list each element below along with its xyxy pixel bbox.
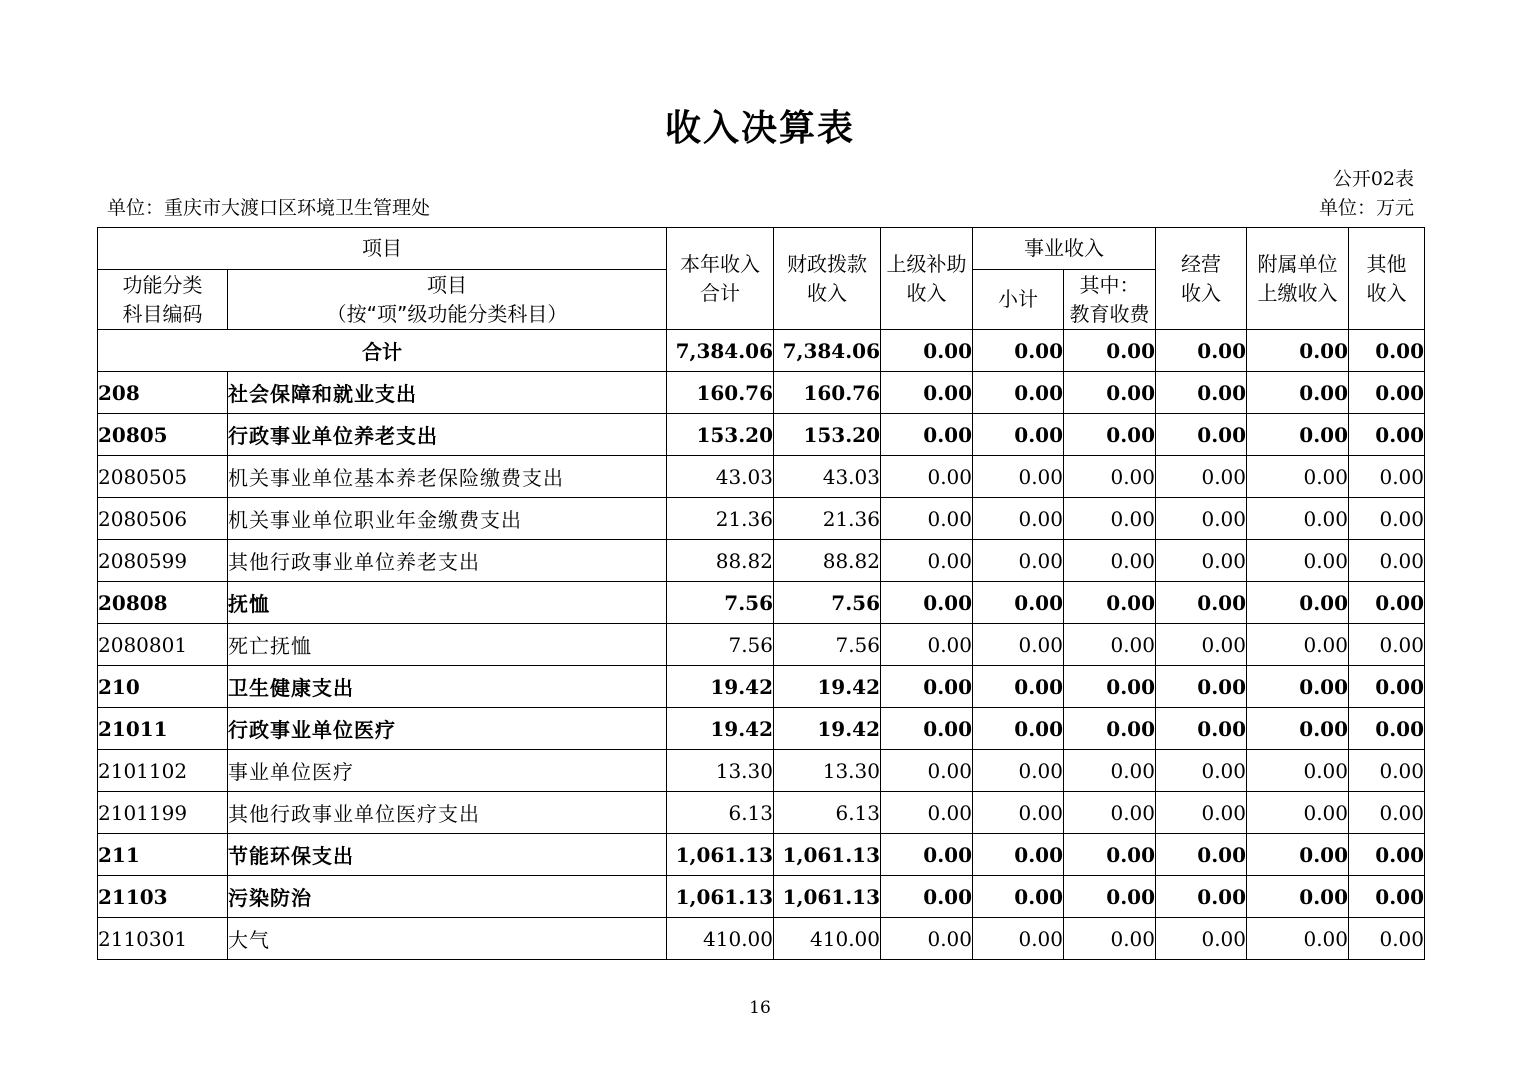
amount-cell: 0.00	[881, 792, 973, 834]
subject-code-cell: 21103	[98, 876, 228, 918]
header-operating-line2: 收入	[1181, 280, 1221, 305]
amount-cell: 0.00	[1247, 414, 1349, 456]
subject-code-cell: 2080599	[98, 540, 228, 582]
amount-cell: 0.00	[973, 414, 1064, 456]
amount-cell: 0.00	[881, 372, 973, 414]
header-fiscal-line1: 财政拨款	[787, 251, 867, 276]
total-row	[98, 330, 1425, 372]
header-edu-fee-line2: 教育收费	[1069, 301, 1150, 326]
amount-cell: 1,061.13	[774, 876, 881, 918]
income-table	[97, 227, 1425, 960]
subject-code-cell: 208	[98, 372, 228, 414]
amount-cell: 0.00	[1349, 876, 1425, 918]
total-cell: 7,384.06	[667, 330, 774, 372]
amount-cell: 0.00	[881, 624, 973, 666]
amount-cell: 0.00	[1156, 372, 1247, 414]
amount-cell: 19.42	[667, 666, 774, 708]
amount-cell: 0.00	[881, 876, 973, 918]
header-superior-line1: 上级补助	[886, 251, 967, 276]
header-edu-fee	[1064, 270, 1156, 330]
header-superior	[881, 228, 973, 330]
amount-cell: 0.00	[1247, 624, 1349, 666]
amount-cell: 1,061.13	[667, 834, 774, 876]
table-row	[98, 540, 1425, 582]
amount-cell: 0.00	[881, 834, 973, 876]
amount-cell: 0.00	[973, 750, 1064, 792]
header-other	[1349, 228, 1425, 330]
amount-cell: 88.82	[667, 540, 774, 582]
amount-cell: 19.42	[774, 708, 881, 750]
amount-cell: 0.00	[1247, 834, 1349, 876]
total-cell: 0.00	[1064, 330, 1156, 372]
amount-cell: 0.00	[1349, 792, 1425, 834]
amount-cell: 7.56	[774, 624, 881, 666]
amount-cell: 0.00	[1247, 372, 1349, 414]
subject-code-cell: 20808	[98, 582, 228, 624]
amount-cell: 0.00	[1064, 834, 1156, 876]
amount-cell: 0.00	[1156, 624, 1247, 666]
header-fiscal	[774, 228, 881, 330]
total-cell: 0.00	[1247, 330, 1349, 372]
amount-cell: 13.30	[667, 750, 774, 792]
subject-name-cell: 节能环保支出	[228, 834, 667, 876]
amount-cell: 0.00	[1247, 750, 1349, 792]
amount-cell: 0.00	[1349, 918, 1425, 960]
amount-cell: 19.42	[667, 708, 774, 750]
amount-cell: 0.00	[1064, 582, 1156, 624]
amount-cell: 153.20	[667, 414, 774, 456]
header-other-line1: 其他	[1366, 251, 1407, 276]
amount-cell: 0.00	[1064, 414, 1156, 456]
amount-cell: 0.00	[1064, 498, 1156, 540]
amount-cell: 0.00	[1156, 708, 1247, 750]
amount-cell: 7.56	[667, 582, 774, 624]
header-func-code-line2: 科目编码	[122, 301, 203, 326]
amount-cell: 0.00	[1247, 876, 1349, 918]
amount-cell: 0.00	[881, 918, 973, 960]
subject-code-cell: 2110301	[98, 918, 228, 960]
total-cell: 0.00	[881, 330, 973, 372]
header-item: 项目	[98, 228, 667, 270]
reporting-unit: 单位：重庆市大渡口区环境卫生管理处	[107, 197, 431, 219]
amount-cell: 0.00	[1156, 876, 1247, 918]
table-row	[98, 876, 1425, 918]
amount-cell: 0.00	[973, 372, 1064, 414]
table-row	[98, 792, 1425, 834]
subject-name-cell: 其他行政事业单位医疗支出	[228, 792, 667, 834]
amount-cell: 43.03	[667, 456, 774, 498]
subject-code-cell: 21011	[98, 708, 228, 750]
subject-code-cell: 20805	[98, 414, 228, 456]
amount-cell: 0.00	[1064, 456, 1156, 498]
amount-cell: 6.13	[774, 792, 881, 834]
subject-code-cell: 210	[98, 666, 228, 708]
header-affiliated-line2: 上缴收入	[1257, 280, 1338, 305]
amount-cell: 0.00	[1064, 666, 1156, 708]
amount-cell: 0.00	[1156, 540, 1247, 582]
amount-cell: 21.36	[774, 498, 881, 540]
amount-cell: 0.00	[1247, 666, 1349, 708]
subject-name-cell: 大气	[228, 918, 667, 960]
header-affiliated-line1: 附属单位	[1257, 251, 1338, 276]
amount-cell: 0.00	[973, 666, 1064, 708]
amount-cell: 0.00	[1064, 792, 1156, 834]
header-total-line2: 合计	[700, 280, 740, 305]
subject-code-cell: 2080801	[98, 624, 228, 666]
amount-cell: 0.00	[881, 540, 973, 582]
header-operating-line1: 经营	[1181, 251, 1221, 276]
amount-cell: 13.30	[774, 750, 881, 792]
header-item-name-line2: （按“项”级功能分类科目）	[326, 301, 568, 326]
amount-cell: 0.00	[973, 456, 1064, 498]
table-row	[98, 834, 1425, 876]
amount-cell: 0.00	[973, 708, 1064, 750]
amount-cell: 0.00	[973, 582, 1064, 624]
subject-name-cell: 事业单位医疗	[228, 750, 667, 792]
currency-unit: 单位：万元	[1318, 197, 1414, 219]
amount-cell: 0.00	[1156, 834, 1247, 876]
amount-cell: 0.00	[1247, 708, 1349, 750]
amount-cell: 0.00	[1064, 624, 1156, 666]
subject-name-cell: 行政事业单位医疗	[228, 708, 667, 750]
amount-cell: 0.00	[1064, 750, 1156, 792]
total-cell: 0.00	[1349, 330, 1425, 372]
header-row-1	[98, 228, 1425, 270]
amount-cell: 0.00	[1064, 708, 1156, 750]
amount-cell: 0.00	[1156, 582, 1247, 624]
subject-name-cell: 抚恤	[228, 582, 667, 624]
amount-cell: 0.00	[1156, 792, 1247, 834]
amount-cell: 0.00	[881, 414, 973, 456]
amount-cell: 0.00	[1156, 414, 1247, 456]
header-item-name-line1: 项目	[427, 272, 467, 297]
total-label: 合计	[98, 330, 667, 372]
subject-name-cell: 行政事业单位养老支出	[228, 414, 667, 456]
amount-cell: 19.42	[774, 666, 881, 708]
amount-cell: 0.00	[1064, 540, 1156, 582]
amount-cell: 7.56	[667, 624, 774, 666]
amount-cell: 0.00	[1156, 666, 1247, 708]
amount-cell: 0.00	[973, 498, 1064, 540]
amount-cell: 0.00	[973, 624, 1064, 666]
subject-code-cell: 2101199	[98, 792, 228, 834]
amount-cell: 0.00	[973, 918, 1064, 960]
amount-cell: 0.00	[881, 456, 973, 498]
amount-cell: 0.00	[881, 498, 973, 540]
amount-cell: 0.00	[1156, 498, 1247, 540]
amount-cell: 0.00	[1247, 498, 1349, 540]
header-fiscal-line2: 收入	[807, 280, 847, 305]
amount-cell: 0.00	[1247, 456, 1349, 498]
total-cell: 0.00	[1156, 330, 1247, 372]
amount-cell: 0.00	[1349, 372, 1425, 414]
amount-cell: 410.00	[774, 918, 881, 960]
amount-cell: 0.00	[973, 540, 1064, 582]
header-affiliated	[1247, 228, 1349, 330]
header-superior-line2: 收入	[906, 280, 947, 305]
table-row	[98, 624, 1425, 666]
subject-code-cell: 2080505	[98, 456, 228, 498]
amount-cell: 0.00	[1064, 372, 1156, 414]
header-func-code	[98, 270, 228, 330]
header-total-line1: 本年收入	[680, 251, 760, 276]
amount-cell: 160.76	[667, 372, 774, 414]
subject-code-cell: 2101102	[98, 750, 228, 792]
table-row	[98, 414, 1425, 456]
amount-cell: 21.36	[667, 498, 774, 540]
amount-cell: 88.82	[774, 540, 881, 582]
amount-cell: 0.00	[1156, 456, 1247, 498]
amount-cell: 153.20	[774, 414, 881, 456]
table-row	[98, 666, 1425, 708]
amount-cell: 0.00	[1349, 414, 1425, 456]
amount-cell: 0.00	[1349, 582, 1425, 624]
amount-cell: 0.00	[881, 750, 973, 792]
amount-cell: 6.13	[667, 792, 774, 834]
amount-cell: 0.00	[1349, 624, 1425, 666]
amount-cell: 1,061.13	[667, 876, 774, 918]
header-edu-fee-line1: 其中：	[1079, 272, 1140, 297]
header-subtotal: 小计	[973, 270, 1064, 330]
amount-cell: 0.00	[1349, 708, 1425, 750]
amount-cell: 0.00	[973, 834, 1064, 876]
amount-cell: 7.56	[774, 582, 881, 624]
amount-cell: 0.00	[1349, 834, 1425, 876]
table-row	[98, 708, 1425, 750]
amount-cell: 0.00	[1247, 582, 1349, 624]
amount-cell: 0.00	[881, 582, 973, 624]
amount-cell: 0.00	[973, 876, 1064, 918]
amount-cell: 1,061.13	[774, 834, 881, 876]
amount-cell: 160.76	[774, 372, 881, 414]
amount-cell: 410.00	[667, 918, 774, 960]
subject-name-cell: 机关事业单位职业年金缴费支出	[228, 498, 667, 540]
amount-cell: 0.00	[1349, 540, 1425, 582]
amount-cell: 0.00	[1156, 918, 1247, 960]
amount-cell: 0.00	[1247, 918, 1349, 960]
total-cell: 7,384.06	[774, 330, 881, 372]
page-number: 16	[749, 998, 771, 1018]
amount-cell: 0.00	[1349, 750, 1425, 792]
amount-cell: 0.00	[973, 792, 1064, 834]
table-row	[98, 456, 1425, 498]
amount-cell: 0.00	[1247, 540, 1349, 582]
amount-cell: 0.00	[1247, 792, 1349, 834]
subject-name-cell: 卫生健康支出	[228, 666, 667, 708]
amount-cell: 0.00	[1156, 750, 1247, 792]
amount-cell: 43.03	[774, 456, 881, 498]
table-row	[98, 498, 1425, 540]
table-row	[98, 918, 1425, 960]
header-total	[667, 228, 774, 330]
subject-name-cell: 其他行政事业单位养老支出	[228, 540, 667, 582]
amount-cell: 0.00	[1064, 918, 1156, 960]
amount-cell: 0.00	[1064, 876, 1156, 918]
amount-cell: 0.00	[1349, 456, 1425, 498]
table-row	[98, 750, 1425, 792]
amount-cell: 0.00	[1349, 498, 1425, 540]
subject-code-cell: 2080506	[98, 498, 228, 540]
form-number: 公开02表	[1332, 168, 1414, 190]
subject-name-cell: 死亡抚恤	[228, 624, 667, 666]
table-row	[98, 582, 1425, 624]
page-title: 收入决算表	[664, 108, 855, 149]
subject-code-cell: 211	[98, 834, 228, 876]
header-item-name	[228, 270, 667, 330]
subject-name-cell: 社会保障和就业支出	[228, 372, 667, 414]
amount-cell: 0.00	[1349, 666, 1425, 708]
header-func-code-line1: 功能分类	[122, 272, 203, 297]
subject-name-cell: 污染防治	[228, 876, 667, 918]
table-row	[98, 372, 1425, 414]
amount-cell: 0.00	[881, 708, 973, 750]
header-business: 事业收入	[973, 228, 1156, 270]
subject-name-cell: 机关事业单位基本养老保险缴费支出	[228, 456, 667, 498]
header-operating	[1156, 228, 1247, 330]
amount-cell: 0.00	[881, 666, 973, 708]
total-cell: 0.00	[973, 330, 1064, 372]
header-other-line2: 收入	[1366, 280, 1407, 305]
